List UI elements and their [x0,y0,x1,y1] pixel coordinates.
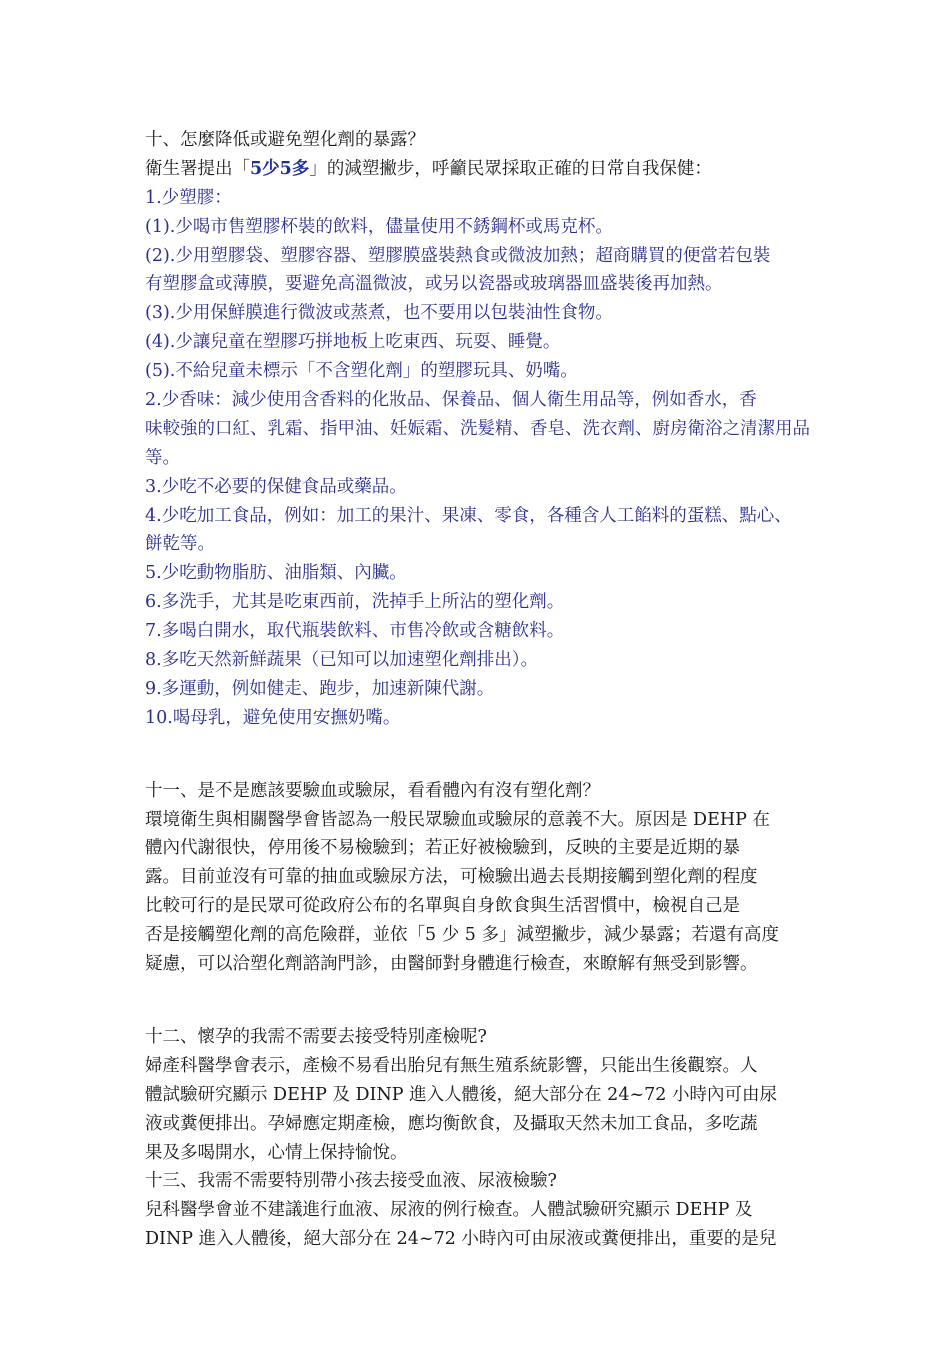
intro-prefix: 衛生署提出「 [145,158,250,179]
list-item: 3.少吃不必要的保健食品或藥品。 [145,476,407,497]
list-item: (4).少讓兒童在塑膠巧拼地板上吃東西、玩耍、睡覺。 [145,332,561,353]
paragraph-line: 環境衛生與相關醫學會皆認為一般民眾驗血或驗尿的意義不大。原因是 DEHP 在 [145,809,770,830]
list-item: 7.多喝白開水，取代瓶裝飲料、市售冷飲或含糖飲料。 [145,621,565,642]
paragraph-line: 液或糞便排出。孕婦應定期產檢，應均衡飲食，及攝取天然未加工食品，多吃蔬 [145,1113,758,1134]
section-10-intro [145,155,825,184]
paragraph-line: DINP 進入人體後，絕大部分在 24~72 小時內可由尿液或糞便排出，重要的是兒 [145,1229,777,1250]
list-item: 2.少香味：減少使用含香料的化妝品、保養品、個人衛生用品等，例如香水，香 [145,390,757,411]
list-item: 8.多吃天然新鮮蔬果（已知可以加速塑化劑排出）。 [145,650,538,671]
section-spacer [145,733,825,777]
section-12-heading: 十二、懷孕的我需不需要去接受特別產檢呢? [145,1026,487,1047]
section-13-heading: 十三、我需不需要特別帶小孩去接受血液、尿液檢驗? [145,1171,557,1192]
paragraph-line: 體內代謝很快，停用後不易檢驗到；若正好被檢驗到，反映的主要是近期的暴 [145,838,740,859]
paragraph-line: 體試驗研究顯示 DEHP 及 DINP 進入人體後，絕大部分在 24~72 小時內可由尿 [145,1084,777,1105]
intro-emphasis: 5少5多 [250,158,310,179]
list-item: 10.喝母乳，避免使用安撫奶嘴。 [145,707,401,728]
list-item: (2).少用塑膠袋、塑膠容器、塑膠膜盛裝熱食或微波加熱；超商購買的便當若包裝 [145,245,771,266]
section-spacer [145,979,825,1023]
paragraph-line: 否是接觸塑化劑的高危險群，並依「5 少 5 多」減塑撇步，減少暴露；若還有高度 [145,925,779,946]
paragraph-line: 婦產科醫學會表示，產檢不易看出胎兒有無生殖系統影響，只能出生後觀察。人 [145,1055,758,1076]
list-item: 味較強的口紅、乳霜、指甲油、妊娠霜、洗髮精、香皂、洗衣劑、廚房衛浴之清潔用品 [145,418,810,439]
list-item: (5).不給兒童未標示「不含塑化劑」的塑膠玩具、奶嘴。 [145,361,578,382]
paragraph-line: 比較可行的是民眾可從政府公布的名單與自身飲食與生活習慣中，檢視自己是 [145,896,740,917]
paragraph-line: 兒科醫學會並不建議進行血液、尿液的例行檢查。人體試驗研究顯示 DEHP 及 [145,1200,753,1221]
list-item: 等。 [145,447,180,468]
list-item: 1.少塑膠： [145,187,232,208]
list-item: 5.少吃動物脂肪、油脂類、內臟。 [145,563,407,584]
section-11-heading: 十一、是不是應該要驗血或驗尿，看看體內有沒有塑化劑？ [145,780,600,801]
section-10-heading: 十、怎麼降低或避免塑化劑的暴露？ [145,130,425,150]
list-item: 餅乾等。 [145,534,215,555]
list-item: (1).少喝市售塑膠杯裝的飲料，儘量使用不銹鋼杯或馬克杯。 [145,216,613,237]
paragraph-line: 疑慮，可以洽塑化劑諮詢門診，由醫師對身體進行檢查，來瞭解有無受到影響。 [145,954,758,975]
document-body [145,126,825,1254]
list-item: 4.少吃加工食品，例如：加工的果汁、果凍、零食，各種含人工餡料的蛋糕、點心、 [145,505,792,526]
list-item: 6.多洗手，尤其是吃東西前，洗掉手上所沾的塑化劑。 [145,592,565,613]
list-item: 9.多運動，例如健走、跑步，加速新陳代謝。 [145,678,495,699]
list-item: (3).少用保鮮膜進行微波或蒸煮，也不要用以包裝油性食物。 [145,303,613,324]
intro-suffix: 」的減塑撇步，呼籲民眾採取正確的日常自我保健： [309,158,712,179]
list-item: 有塑膠盒或薄膜，要避免高溫微波，或另以瓷器或玻璃器皿盛裝後再加熱。 [145,274,723,295]
paragraph-line: 露。目前並沒有可靠的抽血或驗尿方法，可檢驗出過去長期接觸到塑化劑的程度 [145,867,758,888]
paragraph-line: 果及多喝開水，心情上保持愉悅。 [145,1142,408,1163]
